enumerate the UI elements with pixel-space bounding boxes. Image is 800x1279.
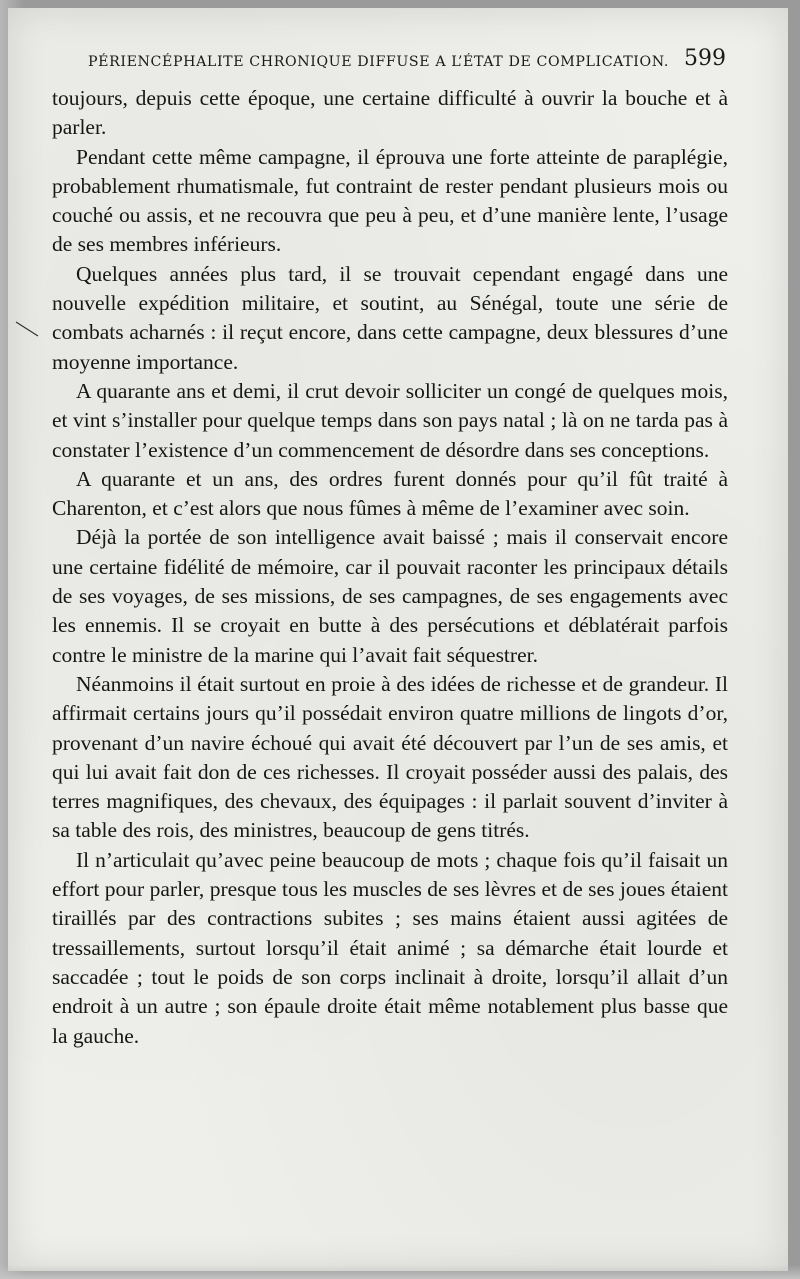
paragraph: Déjà la portée de son intelligence avait baissé ; mais il conservait encore une certaine fidélité de mémoire, car il pouvait raconter les principaux détails de ses voyages, de ses missions, de ses campagnes, de ses engagements avec les ennemis. Il se croyait en butte à des persécutions et déblatérait parfois contre le ministre de la marine qui l’avait fait séquestrer. — [52, 525, 728, 667]
paragraph: Il n’articulait qu’avec peine beaucoup de mots ; chaque fois qu’il faisait un effort pour parler, presque tous les muscles de ses lèvres et de ses joues étaient tiraillés par des contractions subites ; ses mains étaient aussi agitées de tressaillements, surtout lorsqu’il était animé ; sa démarche était lourde et saccadée ; tout le poids de son corps inclinait à droite, lorsqu’il allait d’un endroit à un autre ; son épaule droite était même notablement plus basse que la gauche. — [52, 847, 728, 1048]
paragraph: A quarante et un ans, des ordres furent donnés pour qu’il fût traité à Charenton, et c’est alors que nous fûmes à même de l’examiner avec soin. — [52, 466, 728, 521]
paragraph-continued: toujours, depuis cette époque, une certaine difficulté à ouvrir la bouche et à parler. — [52, 86, 728, 140]
body-text — [52, 84, 728, 1051]
paragraph: Néanmoins il était surtout en proie à des idées de richesse et de grandeur. Il affirmait certains jours qu’il possédait environ quatre millions de lingots d’or, provenant d’un navire échoué qui avait été découvert par l’un de ses amis, et qui lui avait fait don de ces richesses. Il croyait posséder aussi des palais, des terres magnifiques, des chevaux, des équipages : il parlait souvent d’inviter à sa table des rois, des ministres, beaucoup de gens titrés. — [52, 671, 728, 843]
page-header — [88, 46, 728, 76]
running-head: PÉRIENCÉPHALITE CHRONIQUE DIFFUSE A L’ÉTAT DE COMPLICATION. — [88, 54, 669, 70]
paragraph: A quarante ans et demi, il crut devoir solliciter un congé de quelques mois, et vint s’installer pour quelque temps dans son pays natal ; là on ne tarda pas à constater l’existence d’un commencement de désordre dans ses conceptions. — [52, 378, 728, 462]
margin-pencil-mark — [14, 318, 40, 340]
paragraph: Quelques années plus tard, il se trouvait cependant engagé dans une nouvelle expédition militaire, et soutint, au Sénégal, toute une série de combats acharnés : il reçut encore, dans cette campagne, deux blessures d’une moyenne importance. — [52, 261, 728, 374]
page-number: 599 — [684, 46, 726, 71]
page-bottom-shadow — [0, 1265, 800, 1279]
paragraph: Pendant cette même campagne, il éprouva une forte atteinte de paraplégie, probablement rhumatismale, fut contraint de rester pendant plusieurs mois ou couché ou assis, et ne recouvra que peu à peu, et d’une manière lente, l’usage de ses membres inférieurs. — [52, 144, 728, 257]
